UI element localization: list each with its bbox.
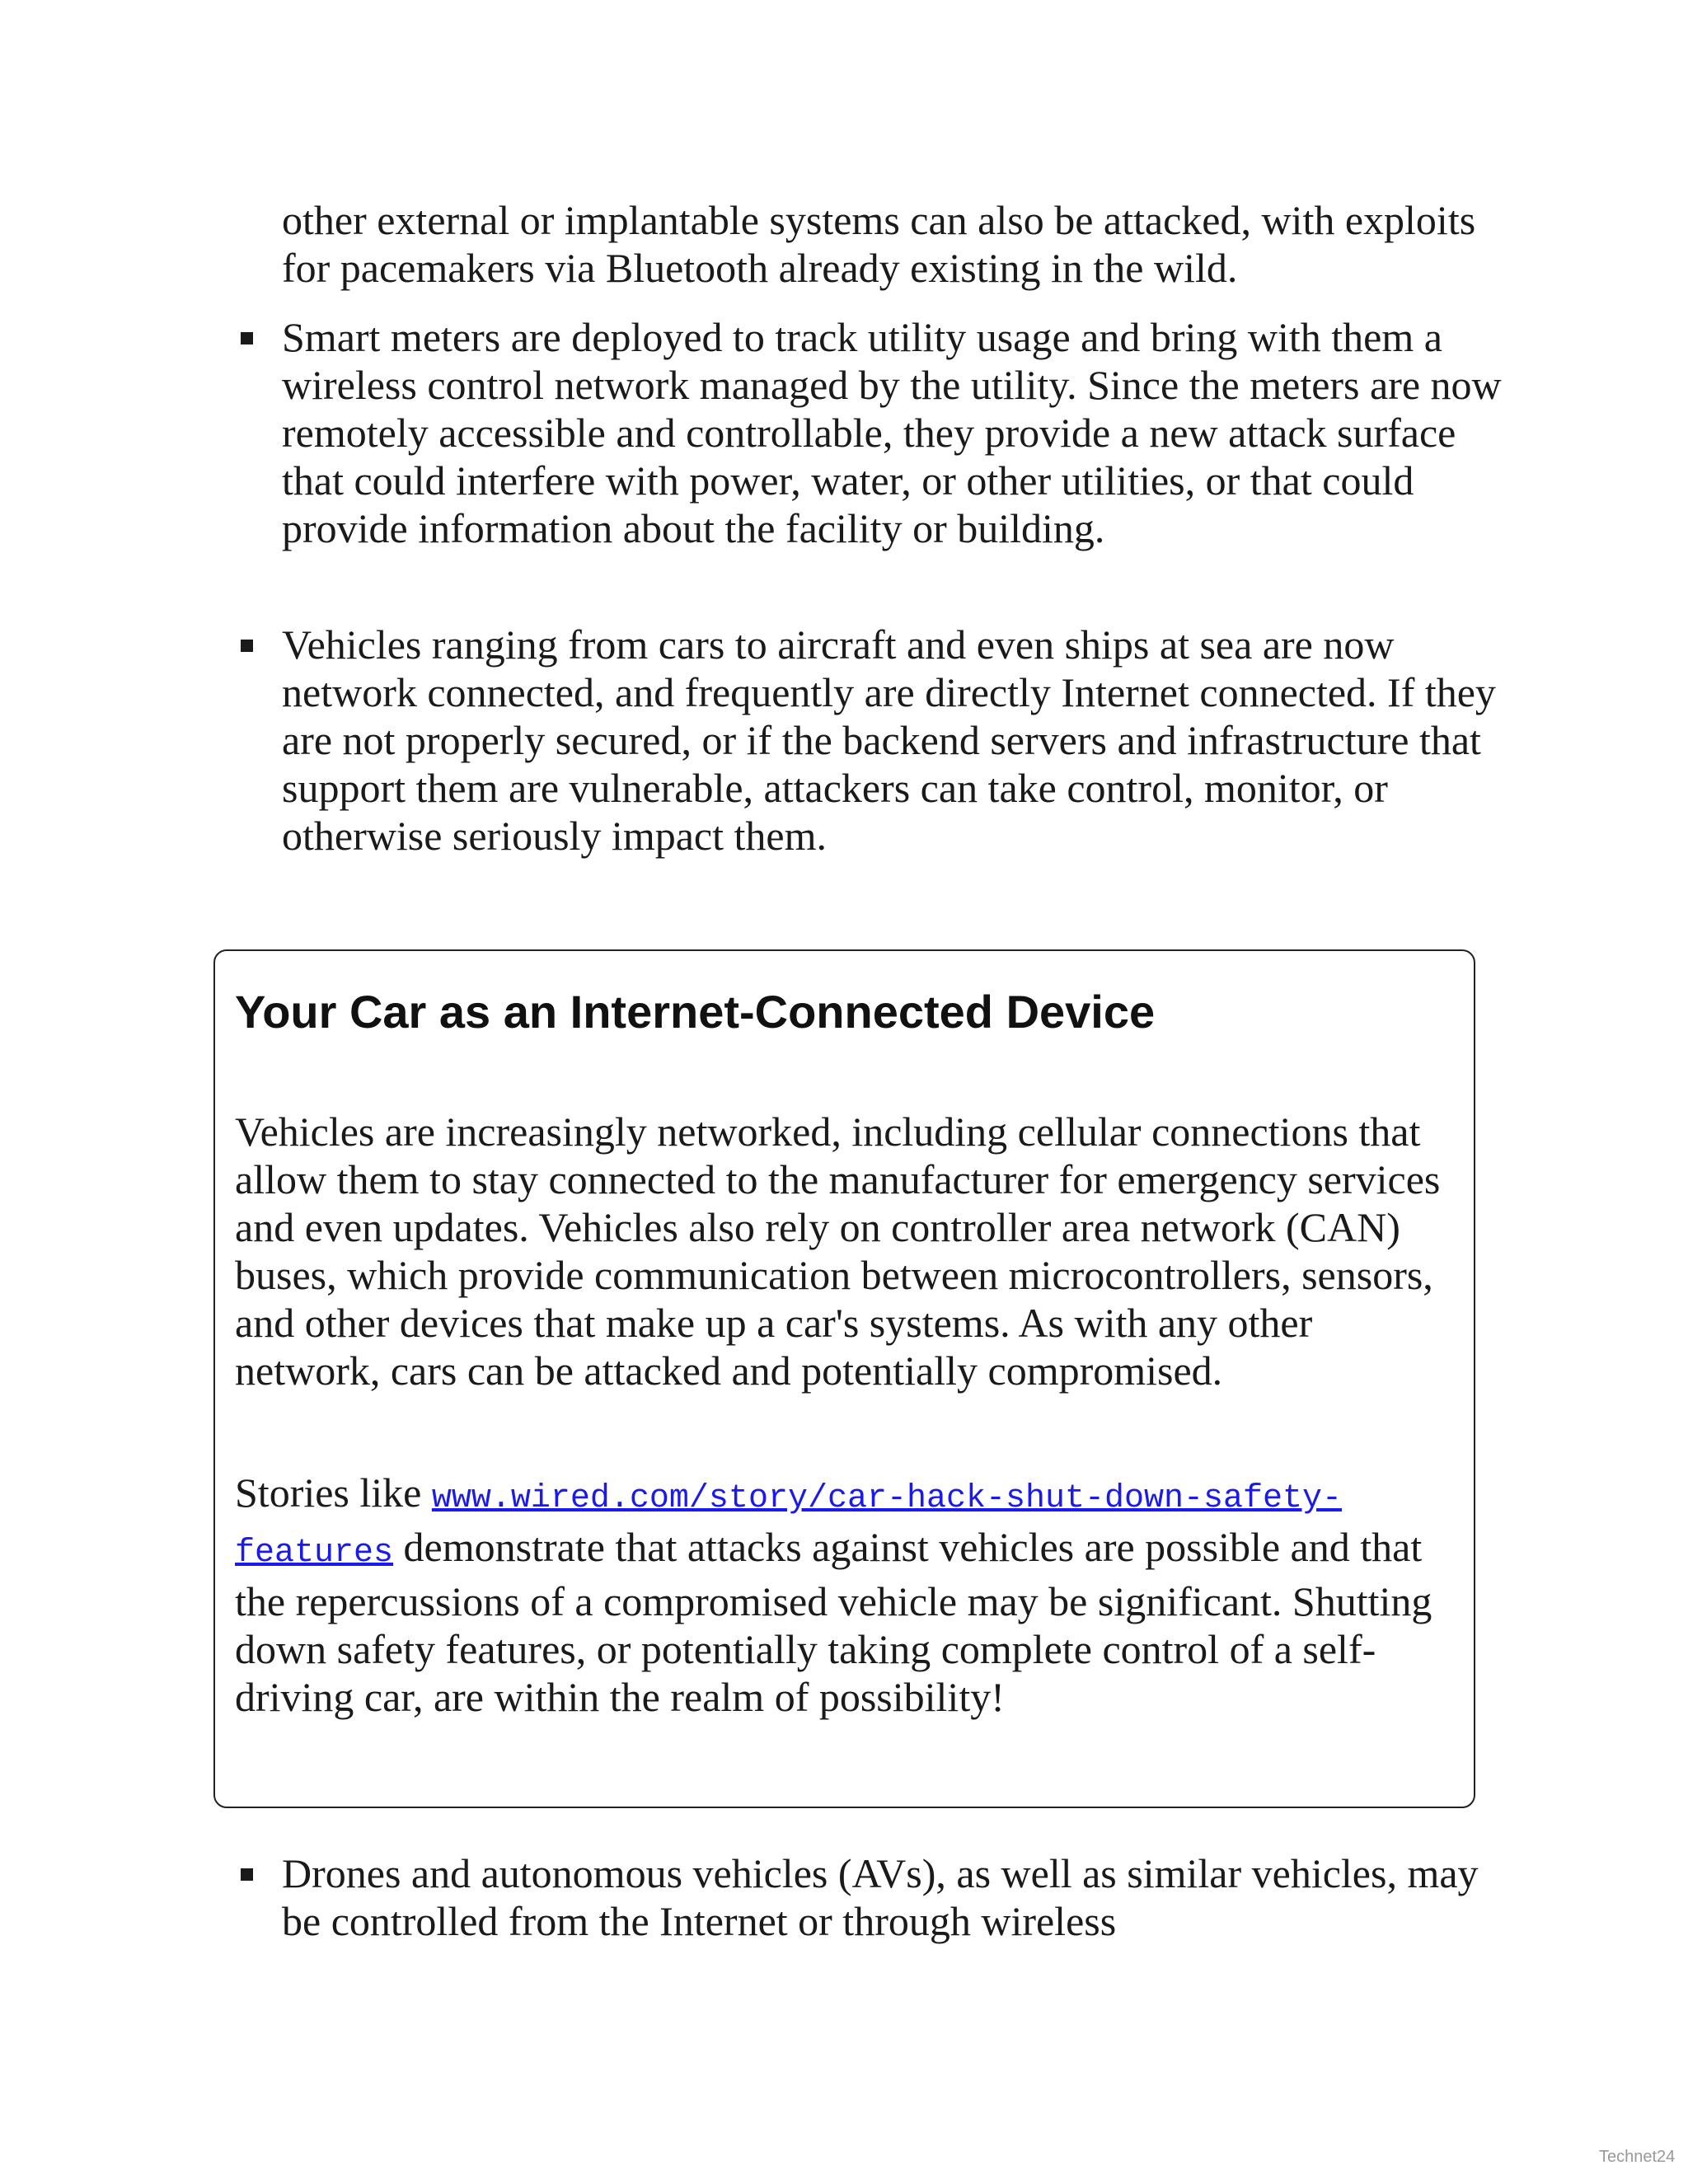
- bullet-item-drones: [282, 1849, 1502, 1945]
- paragraph-prefix: Stories like: [235, 1469, 432, 1516]
- watermark: Technet24: [1599, 2148, 1676, 2166]
- sidebar-paragraph: Vehicles are increasingly networked, including cellular connections that allow them to stay connected to the manufacturer for emergency services and even updates. Vehicles also rely on controller area network (CAN) buses, which provide communication between microcontrollers, sensors, and other devices that make up a car's systems. As with any other network, cars can be attacked and potentially compromised.: [235, 1108, 1441, 1394]
- bullet-text: Vehicles ranging from cars to aircraft and even ships at sea are now network connected, and frequently are directly Internet connected. If they are not properly secured, or if the backend servers and infrastructure that support them are vulnerable, attackers can take control, monitor, or otherwise seriously impact them.: [282, 621, 1496, 859]
- wired-article-link[interactable]: www.wired.com/story/car-hack-shut-down-safety-features: [235, 1480, 1343, 1572]
- bullet-text: Smart meters are deployed to track utility usage and bring with them a wireless control network managed by the utility. Since the meters are now remotely accessible and controllable, they provide a new attack surface that could interfere with power, water, or other utilities, or that could provide information about the facility or building.: [282, 314, 1502, 551]
- sidebar-box: [213, 949, 1475, 1808]
- sidebar-paragraph-with-link: [235, 1469, 1463, 1721]
- bullet-item-vehicles: [282, 621, 1502, 860]
- square-bullet-icon: [241, 640, 253, 652]
- bullet-item-smart-meters: [282, 313, 1502, 552]
- paragraph-suffix: demonstrate that attacks against vehicles are possible and that the repercussions of a compromised vehicle may be significant. Shutting down safety features, or potentially taking complete control of a self-driving car, are within the realm of possibility!: [235, 1524, 1432, 1720]
- square-bullet-icon: [241, 332, 253, 344]
- continuation-paragraph: other external or implantable systems can also be attacked, with exploits for pacemakers via Bluetooth already existing in the wild.: [282, 197, 1476, 291]
- square-bullet-icon: [241, 1868, 253, 1881]
- sidebar-title: Your Car as an Internet-Connected Device: [235, 986, 1156, 1038]
- bullet-text: Drones and autonomous vehicles (AVs), as well as similar vehicles, may be controlled from the Internet or through wireless: [282, 1850, 1479, 1944]
